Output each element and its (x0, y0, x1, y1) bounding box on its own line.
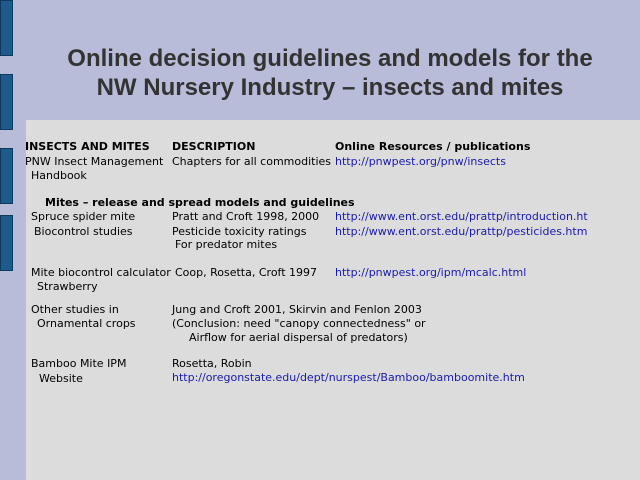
biocontrol-link[interactable]: http://www.ent.orst.edu/prattp/pesticides.htm (335, 225, 588, 238)
other-studies-description-line-1: Jung and Croft 2001, Skirvin and Fenlon 2003 (172, 303, 422, 316)
pnw-handbook-name-line-1: PNW Insect Management (25, 155, 164, 168)
spruce-spider-mite-description: Pratt and Croft 1998, 2000 (172, 210, 320, 223)
slide-title-line-1: Online decision guidelines and models for the (67, 45, 593, 72)
side-tab-2 (0, 74, 13, 130)
side-tab-4 (0, 215, 13, 271)
pnw-handbook-link[interactable]: http://pnwpest.org/pnw/insects (335, 155, 506, 168)
biocontrol-description-line-2: For predator mites (175, 238, 278, 251)
spruce-spider-mite-name: Spruce spider mite (31, 210, 136, 223)
mite-calculator-link[interactable]: http://pnwpest.org/ipm/mcalc.html (335, 266, 527, 279)
content-panel (26, 120, 640, 480)
mite-calculator-name-line-1: Mite biocontrol calculator (31, 266, 171, 279)
pnw-handbook-description: Chapters for all commodities (172, 155, 332, 168)
other-studies-description-line-2: (Conclusion: need "canopy connectedness" or (172, 317, 426, 330)
slide-title (30, 44, 630, 102)
bamboo-mite-description: Rosetta, Robin (172, 357, 252, 370)
pnw-handbook-name-line-2: Handbook (31, 169, 87, 182)
slide-title-line-2: NW Nursery Industry – insects and mites (96, 74, 564, 101)
bamboo-mite-link[interactable]: http://oregonstate.edu/dept/nurspest/Bamboo/bamboomite.htm (172, 371, 525, 384)
bamboo-mite-name-line-1: Bamboo Mite IPM (31, 357, 127, 370)
other-studies-name-line-1: Other studies in (31, 303, 119, 316)
header-description: DESCRIPTION (172, 140, 256, 153)
other-studies-description-line-3: Airflow for aerial dispersal of predators) (189, 331, 408, 344)
side-tab-3 (0, 148, 13, 204)
header-insects-and-mites: INSECTS AND MITES (25, 140, 150, 153)
mite-calculator-name-line-2: Strawberry (37, 280, 98, 293)
header-online-resources: Online Resources / publications (335, 140, 531, 153)
mite-calculator-description: Coop, Rosetta, Croft 1997 (175, 266, 318, 279)
biocontrol-description-line-1: Pesticide toxicity ratings (172, 225, 307, 238)
mites-section-heading: Mites – release and spread models and guidelines (45, 196, 355, 209)
bamboo-mite-name-line-2: Website (39, 372, 83, 385)
biocontrol-studies-name: Biocontrol studies (34, 225, 133, 238)
side-tab-1 (0, 0, 13, 56)
other-studies-name-line-2: Ornamental crops (37, 317, 136, 330)
spruce-spider-mite-link[interactable]: http://www.ent.orst.edu/prattp/introduction.ht (335, 210, 588, 223)
